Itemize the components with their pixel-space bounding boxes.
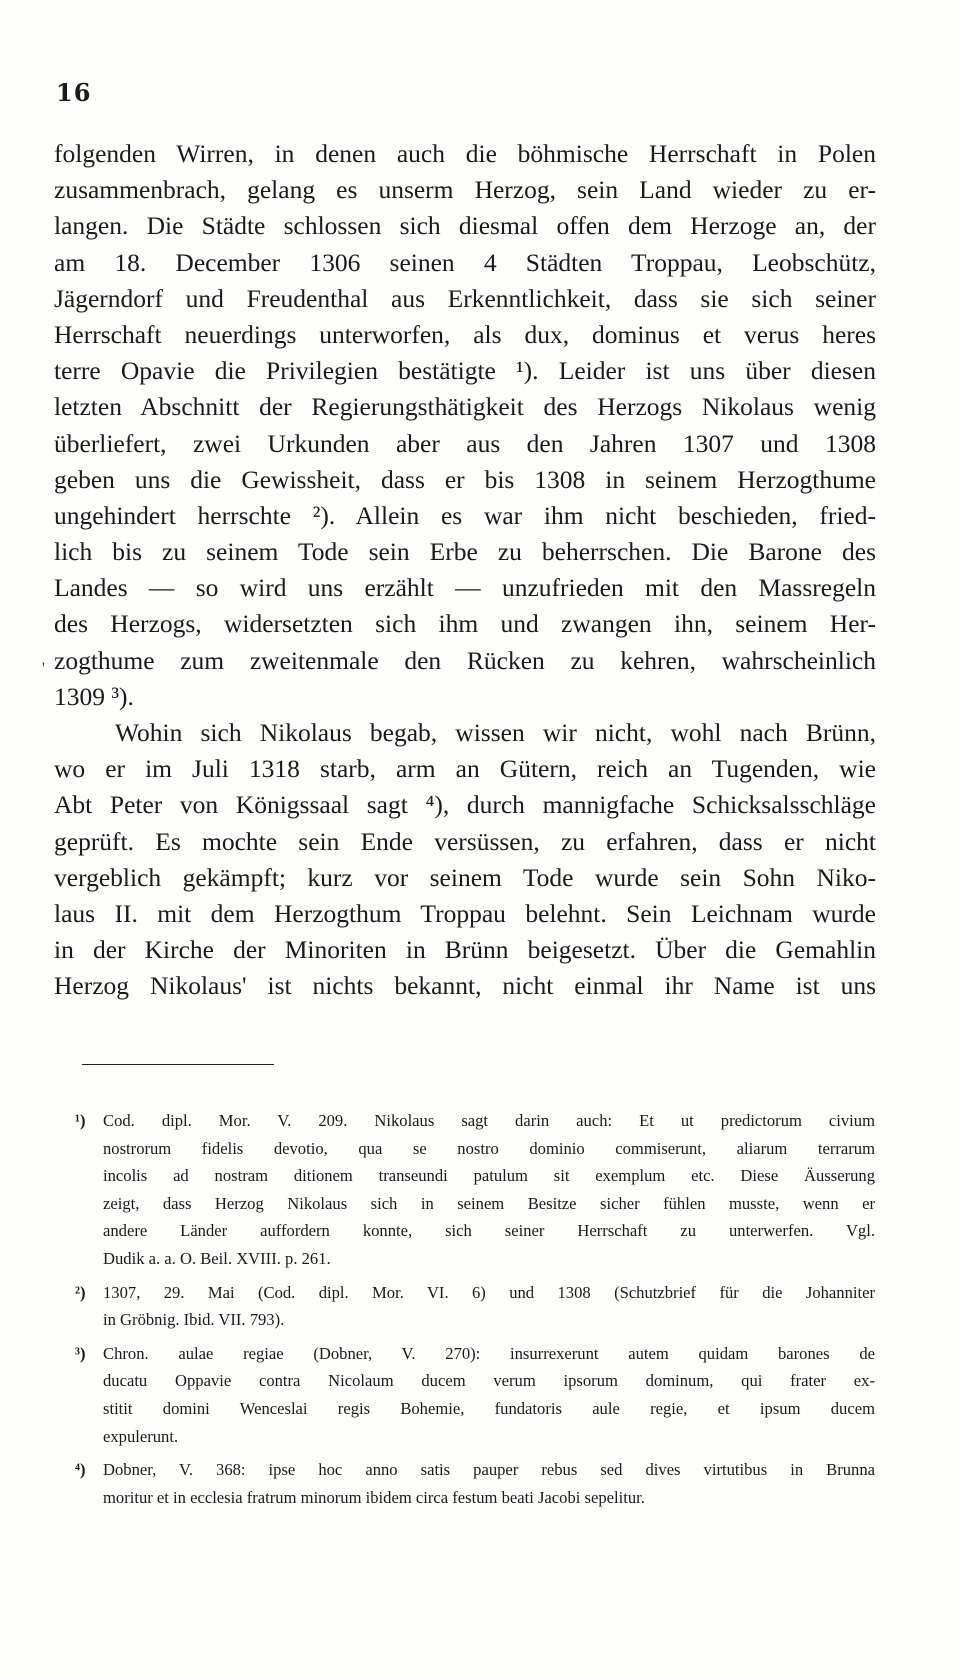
page-number: 16: [56, 78, 92, 107]
footnote-line: expulerunt.: [103, 1426, 179, 1446]
text-line: laus II. mit dem Herzogthum Troppau belehnt. Sein Leichnam wurde: [54, 898, 876, 928]
footnote-separator-rule: [82, 1064, 274, 1065]
footnote-marker: ¹): [75, 1111, 86, 1130]
footnote-line: zeigt, dass Herzog Nikolaus sich in seinem Besitze sicher fühlen musste, wenn er: [103, 1193, 875, 1213]
text-line: zusammenbrach, gelang es unserm Herzog, sein Land wieder zu er-: [54, 175, 876, 205]
text-line: geprüft. Es mochte sein Ende versüssen, zu erfahren, dass er nicht: [54, 826, 876, 856]
text-line: vergeblich gekämpft; kurz vor seinem Tode wurde sein Sohn Niko-: [54, 862, 876, 892]
footnote-line: 1307, 29. Mai (Cod. dipl. Mor. VI. 6) und 1308 (Schutzbrief für die Johanniter: [103, 1282, 875, 1302]
text-line: ungehindert herrschte ²). Allein es war ihm nicht beschieden, fried-: [54, 500, 876, 530]
text-line: Herzog Nikolaus' ist nichts bekannt, nicht einmal ihr Name ist uns: [54, 971, 876, 1001]
footnote: [75, 1107, 875, 1273]
main-text: [54, 136, 876, 1005]
text-line: in der Kirche der Minoriten in Brünn beigesetzt. Über die Gemahlin: [54, 935, 876, 965]
margin-mark: ': [42, 660, 45, 677]
footnote-line: in Gröbnig. Ibid. VII. 793).: [103, 1310, 285, 1330]
footnote-line: moritur et in ecclesia fratrum minorum ibidem circa festum beati Jacobi sepelitur.: [103, 1487, 645, 1507]
text-line: letzten Abschnitt der Regierungsthätigkeit des Herzogs Nikolaus wenig: [54, 392, 876, 422]
footnote-marker: ³): [75, 1343, 86, 1363]
text-line: Wohin sich Nikolaus begab, wissen wir nicht, wohl nach Brünn,: [115, 718, 876, 747]
footnote: [75, 1340, 875, 1450]
text-line: Landes — so wird uns erzählt — unzufrieden mit den Massregeln: [54, 573, 876, 603]
footnote: [75, 1456, 875, 1511]
footnote: [75, 1279, 875, 1334]
footnote-marker: ²): [75, 1282, 86, 1302]
footnote-line: Cod. dipl. Mor. V. 209. Nikolaus sagt darin auch: Et ut predictorum civium: [103, 1111, 875, 1130]
text-line: 1309 ³).: [54, 681, 134, 711]
footnote-line: andere Länder auffordern konnte, sich seiner Herrschaft zu unterwerfen. Vgl.: [103, 1221, 875, 1241]
text-line: geben uns die Gewissheit, dass er bis 1308 in seinem Herzogthume: [54, 464, 876, 494]
text-line: zogthume zum zweitenmale den Rücken zu kehren, wahrscheinlich: [54, 645, 876, 675]
footnote-line: incolis ad nostram ditionem transeundi patulum sit exemplum etc. Diese Äusserung: [103, 1166, 875, 1186]
text-line: des Herzogs, widersetzten sich ihm und zwangen ihn, seinem Her-: [54, 609, 876, 639]
text-line: wo er im Juli 1318 starb, arm an Gütern, reich an Tugenden, wie: [54, 754, 876, 784]
footnote-line: Dudik a. a. O. Beil. XVIII. p. 261.: [103, 1248, 331, 1268]
footnote-line: Chron. aulae regiae (Dobner, V. 270): insurrexerunt autem quidam barones de: [103, 1343, 875, 1363]
text-line: überliefert, zwei Urkunden aber aus den Jahren 1307 und 1308: [54, 428, 876, 458]
footnote-line: ducatu Oppavie contra Nicolaum ducem verum ipsorum dominum, qui frater ex-: [103, 1371, 875, 1391]
text-line: Herrschaft neuerdings unterworfen, als dux, dominus et verus heres: [54, 319, 876, 349]
text-line: lich bis zu seinem Tode sein Erbe zu beherrschen. Die Barone des: [54, 537, 876, 567]
footnote-line: Dobner, V. 368: ipse hoc anno satis pauper rebus sed dives virtutibus in Brunna: [103, 1460, 875, 1480]
text-line: Jägerndorf und Freudenthal aus Erkenntlichkeit, dass sie sich seiner: [54, 283, 876, 313]
footnote-line: nostrorum fidelis devotio, qua se nostro dominio commiserunt, aliarum terrarum: [103, 1138, 875, 1158]
footnotes-section: [75, 1107, 875, 1517]
text-line: am 18. December 1306 seinen 4 Städten Troppau, Leobschütz,: [54, 247, 876, 277]
footnote-line: stitit domini Wenceslai regis Bohemie, fundatoris aule regie, et ipsum ducem: [103, 1398, 875, 1418]
text-line: folgenden Wirren, in denen auch die böhmische Herrschaft in Polen: [54, 139, 876, 168]
footnote-marker: ⁴): [75, 1460, 86, 1480]
text-line: langen. Die Städte schlossen sich diesmal offen dem Herzoge an, der: [54, 211, 876, 241]
text-line: Abt Peter von Königssaal sagt ⁴), durch mannigfache Schicksalsschläge: [54, 790, 876, 820]
text-line: terre Opavie die Privilegien bestätigte ¹). Leider ist uns über diesen: [54, 356, 876, 386]
